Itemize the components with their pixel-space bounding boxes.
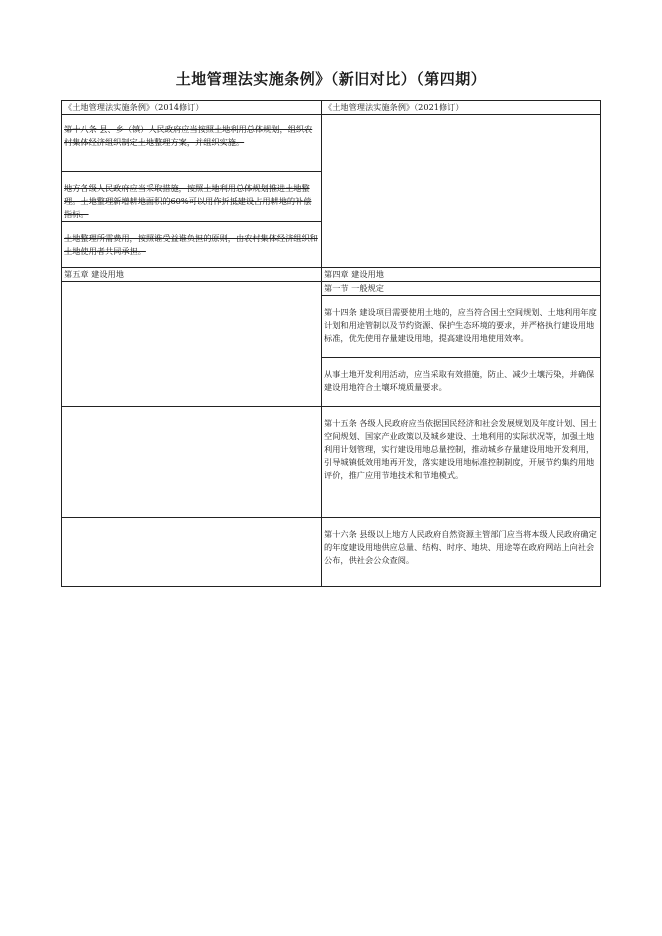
- article-15-row: [62, 407, 601, 518]
- header-row: [62, 101, 601, 115]
- old-empty-cell-16: [62, 518, 322, 587]
- old-article-18-p2: 地方各级人民政府应当采取措施，按照土地利用总体规划推进土地整理。土地整理新增耕地面积的60%可以用作折抵建设占用耕地的补偿指标。: [62, 171, 321, 221]
- new-article-15-text: 第十五条 各级人民政府应当依据国民经济和社会发展规划及年度计划、国土空间规划、国家产业政策以及城乡建设、土地利用的实际状况等，加强土地利用计划管理，实行建设用地总量控制，推动城乡存量建设用地开发利用，引导城镇低效用地再开发，落实建设用地标准控制制度，开展节约集约用地评价，推广应用节地技术和节地模式。: [324, 418, 597, 480]
- old-article-18-p1: 第十八条 县、乡（镇）人民政府应当按照土地利用总体规划，组织农村集体经济组织制定土地整理方案，并组织实施。: [64, 124, 313, 147]
- new-article-14-cell: [322, 296, 601, 407]
- article-18-row: [62, 115, 601, 268]
- old-empty-cell-15: [62, 407, 322, 518]
- new-empty-cell: [322, 115, 601, 268]
- section-row: [62, 282, 601, 296]
- old-empty-cell-14: [62, 282, 322, 407]
- new-article-16-text: 第十六条 县级以上地方人民政府自然资源主管部门应当将本级人民政府确定的年度建设用地供应总量、结构、时序、地块、用途等在政府网站上向社会公布，供社会公众查阅。: [324, 529, 597, 565]
- old-article-18-cell: [62, 115, 322, 268]
- new-version-header: 《土地管理法实施条例》（2021修订）: [322, 101, 601, 115]
- chapter-row: [62, 268, 601, 282]
- old-version-header: 《土地管理法实施条例》（2014修订）: [62, 101, 322, 115]
- new-article-15-cell: [322, 407, 601, 518]
- new-article-16-cell: [322, 518, 601, 587]
- old-article-18-p3: 土地整理所需费用，按照谁受益谁负担的原则，由农村集体经济组织和土地使用者共同承担。: [62, 221, 321, 262]
- article-16-row: [62, 518, 601, 587]
- page-title: 土地管理法实施条例》（新旧对比）（第四期）: [175, 70, 487, 88]
- new-section-title: 第一节 一般规定: [322, 282, 601, 296]
- comparison-table: [61, 100, 601, 587]
- new-article-14-p1: 第十四条 建设项目需要使用土地的，应当符合国土空间规划、土地利用年度计划和用途管制以及节约资源、保护生态环境的要求，并严格执行建设用地标准，优先使用存量建设用地，提高建设用地使用效率。: [324, 307, 597, 343]
- new-article-14-p2: 从事土地开发利用活动，应当采取有效措施，防止、减少土壤污染，并确保建设用地符合土壤环境质量要求。: [322, 357, 600, 404]
- old-chapter-title: 第五章 建设用地: [62, 268, 322, 282]
- new-chapter-title: 第四章 建设用地: [322, 268, 601, 282]
